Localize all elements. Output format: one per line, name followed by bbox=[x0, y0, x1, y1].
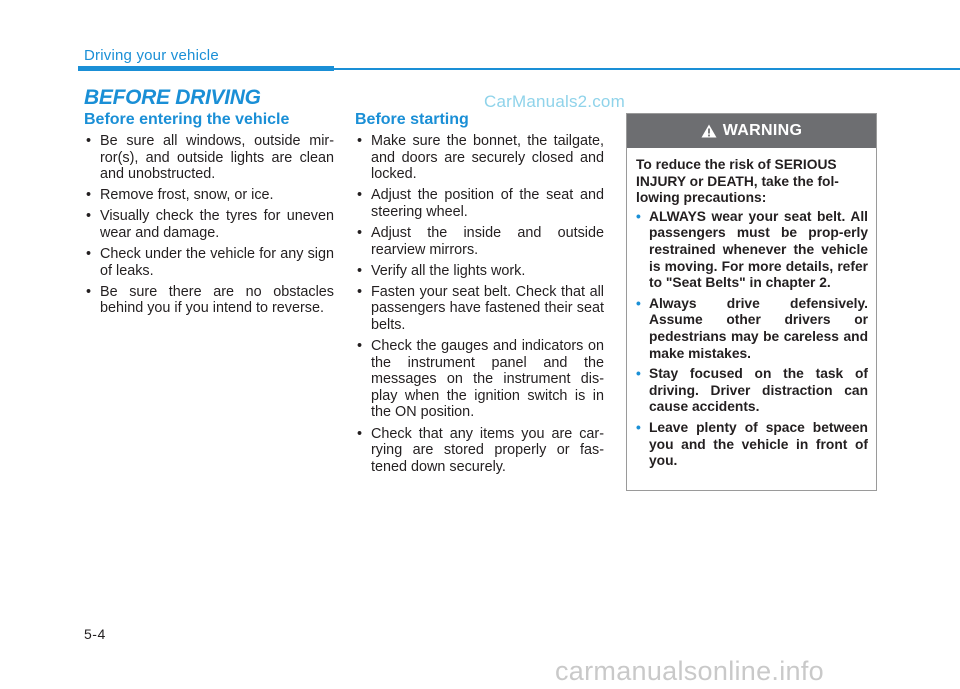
column-before-entering bbox=[84, 111, 334, 321]
list-item-text: Be sure there are no obstacles behind you if you intend to reverse. bbox=[100, 283, 334, 317]
warning-item bbox=[636, 296, 868, 362]
bullet-icon: • bbox=[86, 283, 92, 300]
list-item bbox=[355, 263, 604, 280]
list-item-text: Make sure the bonnet, the tailgate, and doors are securely closed and locked. bbox=[371, 133, 604, 183]
warning-list bbox=[636, 209, 868, 470]
list-item-text: Adjust the position of the seat and steering wheel. bbox=[371, 187, 604, 220]
list-item bbox=[84, 284, 334, 317]
warning-header bbox=[627, 114, 876, 148]
list-item-text: Verify all the lights work. bbox=[371, 262, 526, 279]
warning-item-text: Stay focused on the task of driving. Driver distraction can cause accidents. bbox=[649, 366, 868, 415]
warning-item bbox=[636, 209, 868, 292]
warning-triangle-icon bbox=[701, 124, 717, 138]
bullet-icon: • bbox=[357, 187, 363, 204]
list-item bbox=[84, 208, 334, 241]
column-before-starting bbox=[355, 111, 604, 480]
warning-item-text: Leave plenty of space between you and the vehicle in front of you. bbox=[649, 419, 868, 469]
bullet-icon: • bbox=[636, 419, 641, 435]
watermark-bottom: carmanualsonline.info bbox=[555, 656, 824, 686]
bullet-icon: • bbox=[357, 262, 363, 279]
bullet-icon: • bbox=[357, 338, 363, 355]
warning-title: WARNING bbox=[722, 122, 803, 139]
list-item bbox=[355, 133, 604, 183]
list-item bbox=[355, 187, 604, 220]
bullet-icon: • bbox=[86, 208, 92, 225]
warning-item-text: Always drive defensively. Assume other drivers or pedestrians may be careless and make mistakes. bbox=[649, 295, 868, 361]
list-item bbox=[84, 133, 334, 183]
bullet-icon: • bbox=[86, 187, 92, 204]
subheading-before-entering: Before entering the vehicle bbox=[84, 111, 290, 128]
header-rule-thick bbox=[78, 66, 334, 71]
bullet-icon: • bbox=[86, 133, 92, 149]
list-item-text: Check under the vehicle for any sign of leaks. bbox=[100, 246, 334, 279]
bullet-icon: • bbox=[357, 425, 363, 442]
watermark-top: CarManuals2.com bbox=[484, 92, 625, 111]
warning-intro: To reduce the risk of SERIOUS INJURY or DEATH, take the fol-lowing precautions: bbox=[636, 157, 839, 206]
list-item-text: Fasten your seat belt. Check that all passengers have fastened their seat belts. bbox=[371, 283, 604, 333]
warning-box bbox=[626, 113, 877, 491]
list-item bbox=[355, 338, 604, 421]
section-header: Driving your vehicle bbox=[84, 47, 219, 64]
bullet-icon: • bbox=[636, 208, 641, 224]
list-item bbox=[84, 246, 334, 279]
list-item-text: Be sure all windows, outside mir-ror(s), and outside lights are clean and unobstructed. bbox=[100, 133, 334, 183]
list-item bbox=[355, 426, 604, 476]
list-item bbox=[84, 187, 334, 204]
subheading-before-starting: Before starting bbox=[355, 111, 469, 128]
list-item-text: Adjust the inside and outside rearview mirrors. bbox=[371, 224, 604, 258]
bullet-icon: • bbox=[357, 224, 363, 241]
header-rule-thin bbox=[334, 68, 960, 70]
list-item-text: Check that any items you are car-rying are stored properly or fas-tened down securely. bbox=[371, 425, 604, 475]
warning-item-text: ALWAYS wear your seat belt. All passengers must be prop-erly restrained whenever the vehicle is moving. For more details, refer to "Seat Belts" in chapter 2. bbox=[649, 208, 868, 291]
list-before-entering bbox=[84, 133, 334, 317]
bullet-icon: • bbox=[636, 366, 641, 382]
list-item-text: Visually check the tyres for uneven wear and damage. bbox=[100, 208, 334, 241]
list-item-text: Remove frost, snow, or ice. bbox=[100, 187, 274, 204]
bullet-icon: • bbox=[86, 246, 92, 263]
bullet-icon: • bbox=[357, 283, 363, 300]
bullet-icon: • bbox=[357, 133, 363, 149]
list-item bbox=[355, 284, 604, 334]
warning-body bbox=[627, 148, 876, 470]
bullet-icon: • bbox=[636, 295, 641, 311]
page-title: BEFORE DRIVING bbox=[84, 86, 261, 109]
warning-item bbox=[636, 420, 868, 470]
page-number: 5-4 bbox=[84, 626, 106, 642]
list-item bbox=[355, 225, 604, 258]
list-item-text: Check the gauges and indicators on the instrument panel and the messages on the instrument dis-play when the ignition switch is in the ON position. bbox=[371, 338, 604, 421]
warning-item bbox=[636, 366, 868, 416]
list-before-starting bbox=[355, 133, 604, 475]
